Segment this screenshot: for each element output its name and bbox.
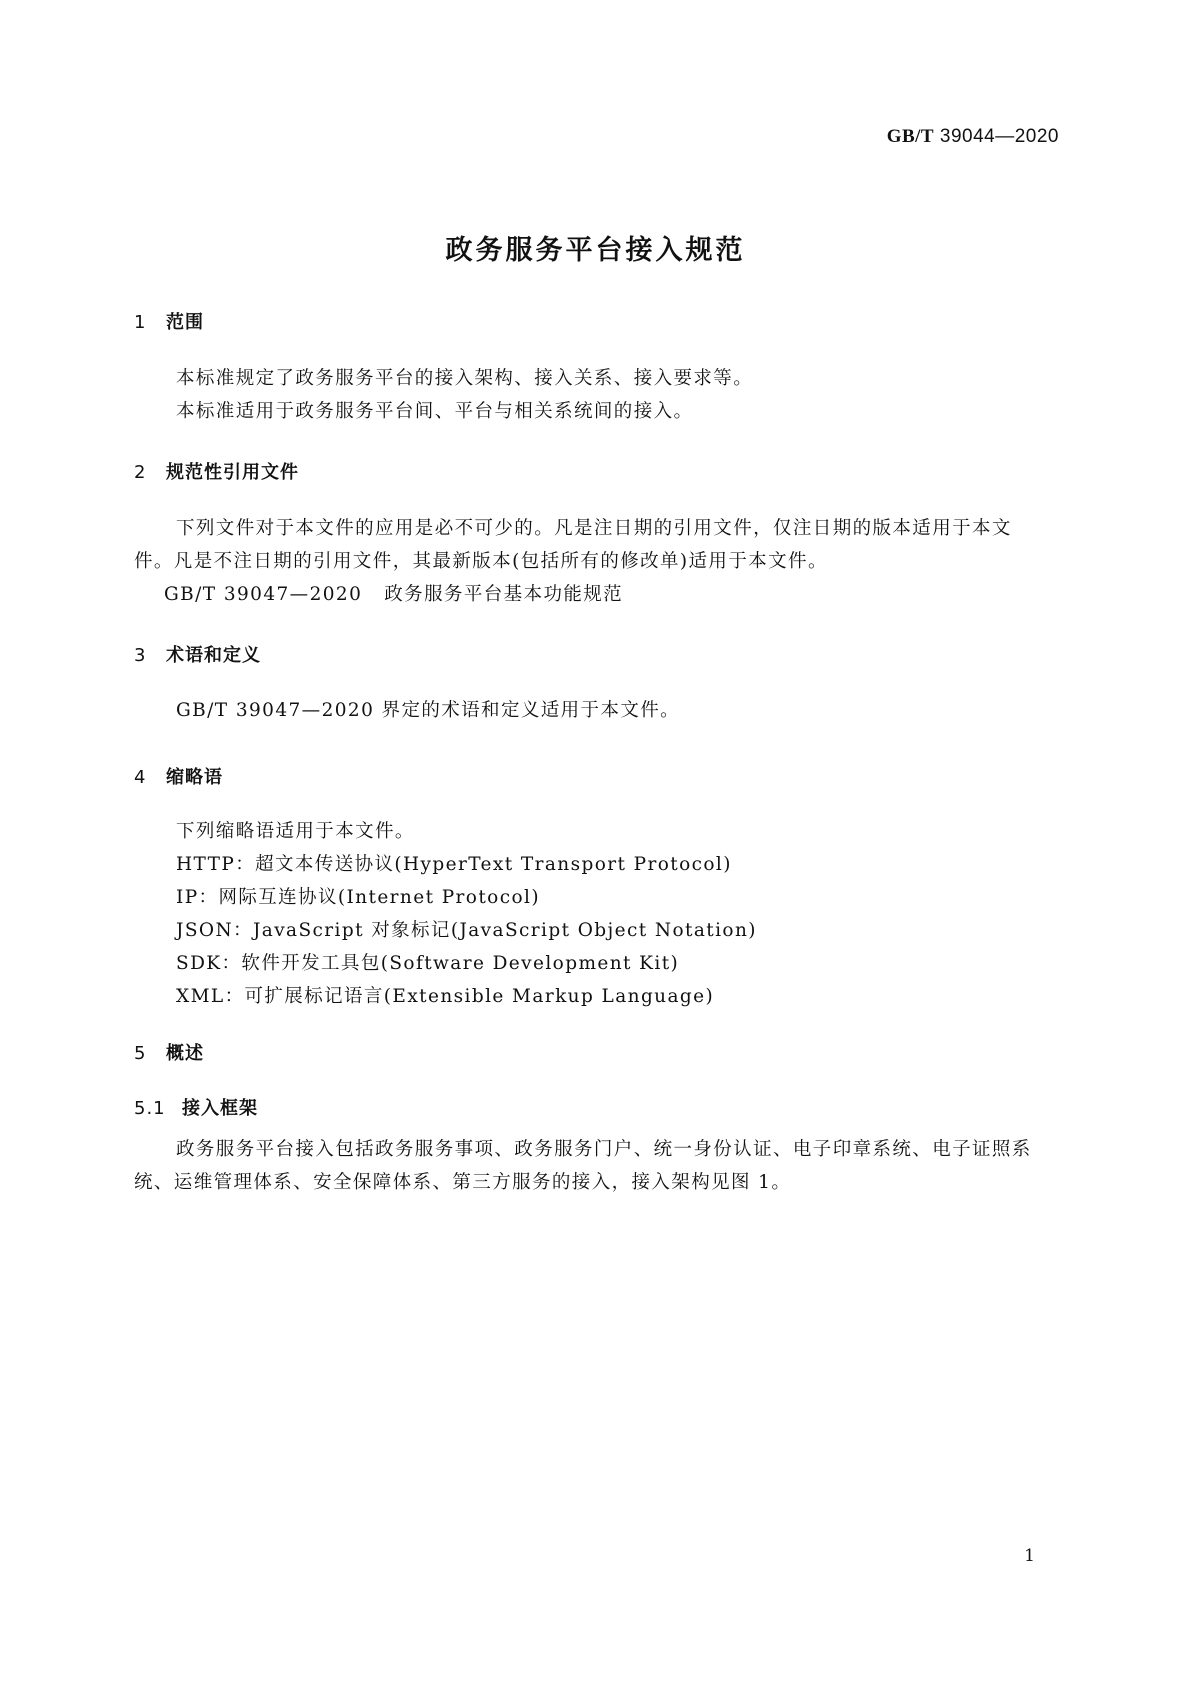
section-2-body — [134, 512, 1056, 611]
section-number: 5 — [134, 1043, 147, 1064]
reference-title: 政务服务平台基本功能规范 — [384, 584, 624, 605]
standard-code — [887, 126, 1059, 148]
normative-reference — [134, 578, 1056, 611]
page-number: 1 — [1024, 1546, 1035, 1566]
paragraph-line: 本标准规定了政务服务平台的接入架构、接入关系、接入要求等。 — [176, 368, 754, 389]
section-2-heading — [134, 458, 299, 484]
paragraph-line: 下列缩略语适用于本文件。 — [176, 821, 415, 842]
abbreviation-list — [176, 815, 1098, 1013]
section-5-heading — [134, 1039, 204, 1065]
section-title: 缩略语 — [166, 767, 223, 788]
paragraph-line: 政务服务平台接入包括政务服务事项、政务服务门户、统一身份认证、电子印章系统、电子证照系 — [176, 1139, 1032, 1160]
section-title: 概述 — [166, 1043, 204, 1064]
section-title: 范围 — [166, 312, 204, 333]
abbreviation-item: HTTP：超文本传送协议(HyperText Transport Protocol) — [176, 854, 732, 875]
paragraph-line: 下列文件对于本文件的应用是必不可少的。凡是注日期的引用文件，仅注日期的版本适用于本文 — [176, 518, 1012, 539]
abbreviation-item: XML：可扩展标记语言(Extensible Markup Language) — [176, 986, 715, 1007]
abbreviation-item: SDK：软件开发工具包(Software Development Kit) — [176, 953, 680, 974]
standard-code-prefix: GB/T — [886, 126, 935, 147]
section-5-1-body — [134, 1133, 1056, 1199]
paragraph-line: 统、运维管理体系、安全保障体系、第三方服务的接入，接入架构见图 1。 — [134, 1172, 792, 1193]
paragraph-line: 本标准适用于政务服务平台间、平台与相关系统间的接入。 — [176, 401, 694, 422]
section-title: 术语和定义 — [166, 645, 261, 666]
paragraph-line: GB/T 39047—2020 界定的术语和定义适用于本文件。 — [176, 700, 681, 721]
section-4-heading — [134, 763, 223, 789]
reference-code: GB/T 39047—2020 — [164, 584, 363, 605]
section-number: 1 — [134, 312, 147, 333]
section-number: 2 — [134, 462, 147, 483]
section-1-body — [176, 362, 1098, 428]
paragraph-line: 件。凡是不注日期的引用文件，其最新版本(包括所有的修改单)适用于本文件。 — [134, 551, 828, 572]
section-1-heading — [134, 308, 204, 334]
abbreviation-item: IP：网际互连协议(Internet Protocol) — [176, 887, 540, 908]
standard-code-number: 39044—2020 — [934, 126, 1059, 147]
section-title: 规范性引用文件 — [166, 462, 299, 483]
section-number: 5.1 — [134, 1098, 166, 1119]
section-title: 接入框架 — [182, 1098, 258, 1119]
document-title: 政务服务平台接入规范 — [445, 235, 746, 266]
section-5-1-heading — [134, 1094, 258, 1120]
abbreviation-item: JSON：JavaScript 对象标记(JavaScript Object Notation) — [176, 920, 757, 941]
section-number: 3 — [134, 645, 147, 666]
section-number: 4 — [134, 767, 147, 788]
section-3-body — [176, 694, 1098, 727]
section-3-heading — [134, 641, 261, 667]
